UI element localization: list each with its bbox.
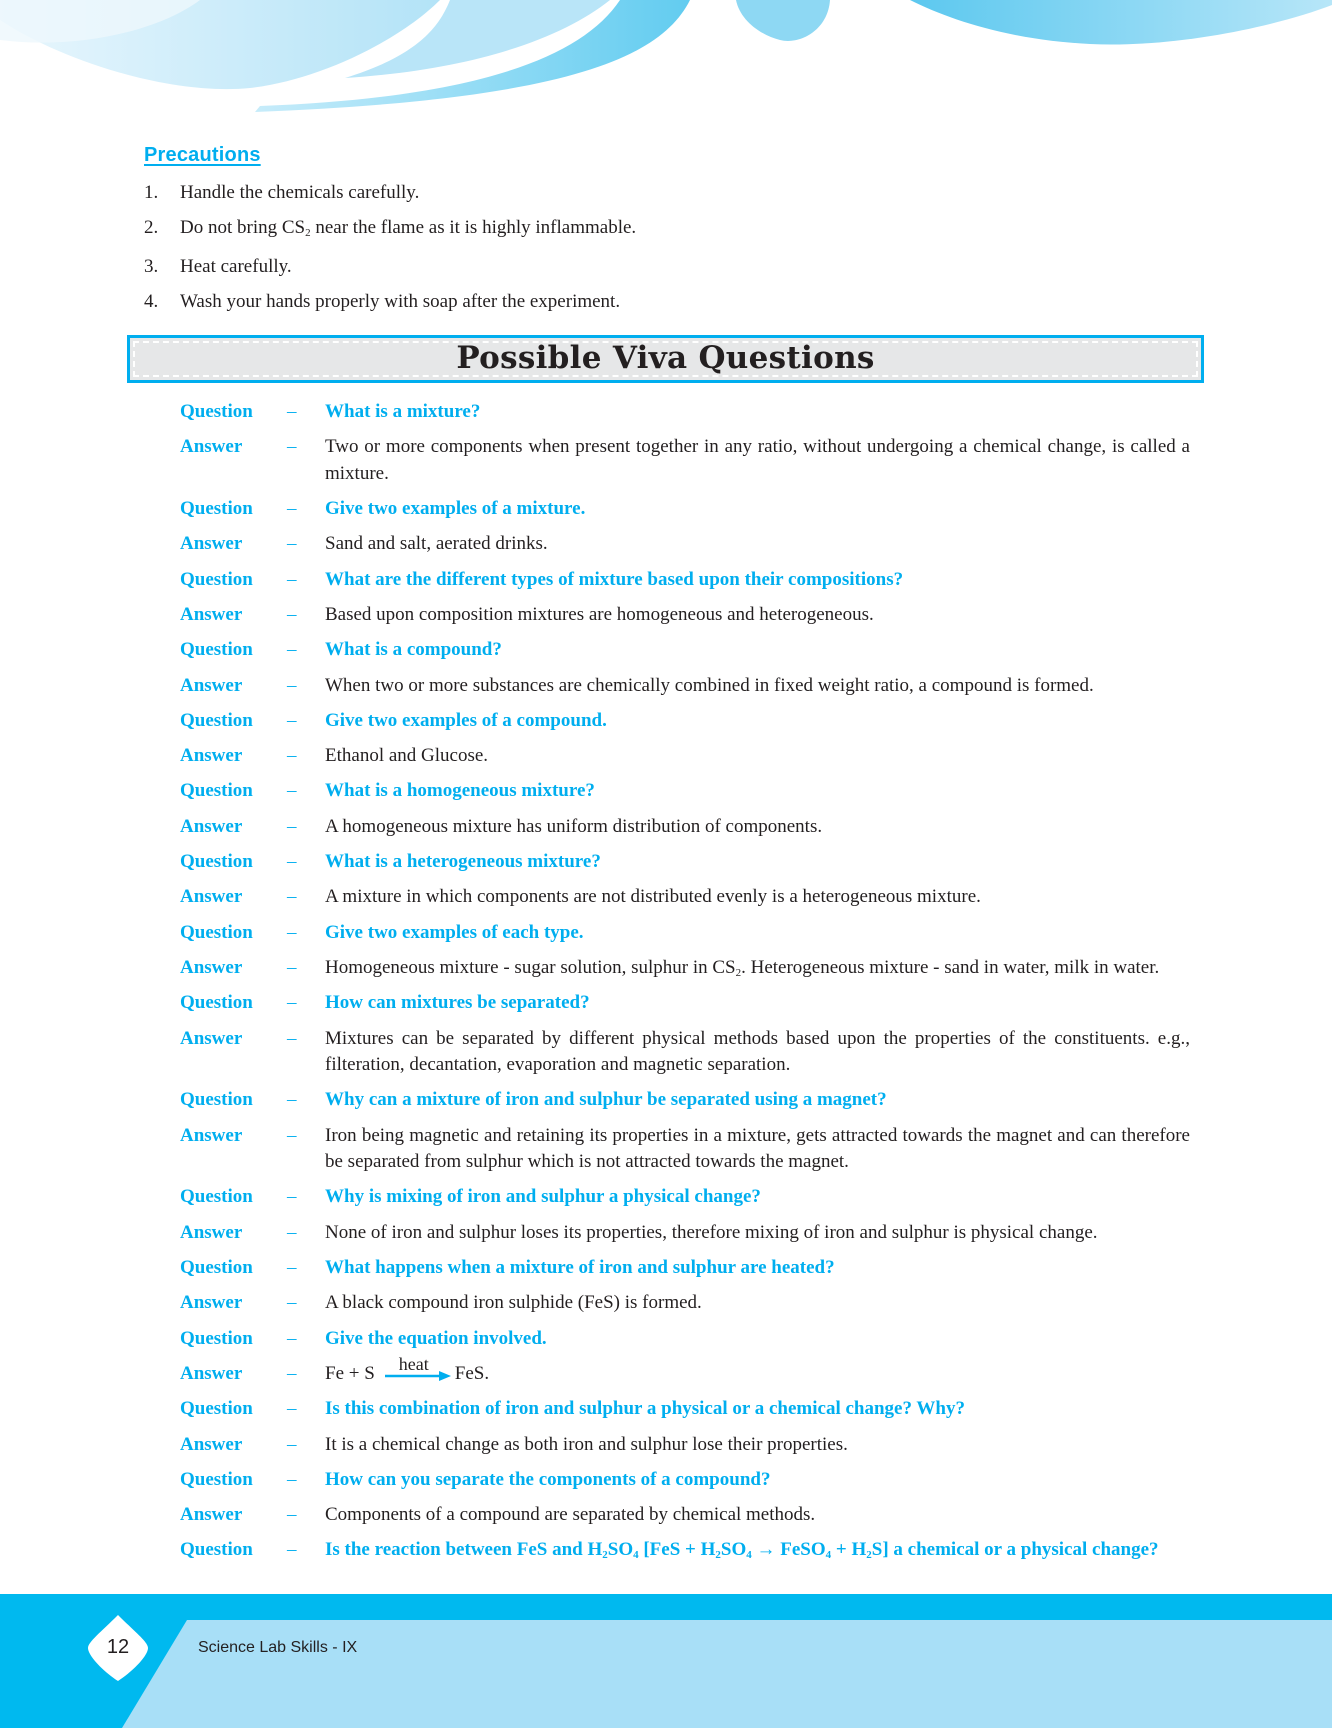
question-row xyxy=(180,1184,1190,1211)
text-run: How can mixtures be separated? xyxy=(325,992,590,1014)
page-number: 12 xyxy=(106,1636,130,1658)
question-row xyxy=(180,990,1190,1017)
question-label: Question xyxy=(180,1327,253,1349)
question-text xyxy=(325,1537,1190,1564)
dash-separator: – xyxy=(287,1398,297,1420)
question-label: Question xyxy=(180,780,253,802)
answer-text xyxy=(325,1123,1190,1176)
question-text xyxy=(325,778,1190,805)
answer-label: Answer xyxy=(180,1292,243,1314)
question-label: Question xyxy=(180,639,253,661)
question-text xyxy=(325,1326,1190,1353)
question-row xyxy=(180,1255,1190,1282)
question-label: Question xyxy=(180,921,253,943)
question-text xyxy=(325,567,1190,594)
text-run: Why is mixing of iron and sulphur a physical change? xyxy=(325,1186,761,1208)
answer-label: Answer xyxy=(180,1433,243,1455)
subscript: 2 xyxy=(715,1549,721,1562)
question-text xyxy=(325,637,1190,664)
answer-text xyxy=(325,955,1190,982)
text-run: Is the reaction between FeS and H xyxy=(325,1539,603,1561)
dash-separator: – xyxy=(287,1257,297,1279)
question-text xyxy=(325,1396,1190,1423)
dash-separator: – xyxy=(287,956,297,978)
text-run: Is this combination of iron and sulphur a physical or a chemical change? Why? xyxy=(325,1398,965,1420)
arrow-right-icon xyxy=(385,1371,451,1381)
question-row xyxy=(180,637,1190,664)
answer-label: Answer xyxy=(180,1362,243,1384)
question-row xyxy=(180,567,1190,594)
text-run: Do not bring CS xyxy=(180,217,306,238)
answer-text xyxy=(325,743,1190,770)
text-run: Give the equation involved. xyxy=(325,1327,547,1349)
answer-label: Answer xyxy=(180,1504,243,1526)
question-row xyxy=(180,920,1190,947)
answer-label: Answer xyxy=(180,1027,243,1049)
header-decoration xyxy=(0,0,1332,130)
item-text xyxy=(180,215,636,241)
text-run: FeS. xyxy=(454,1362,490,1384)
answer-row xyxy=(180,1353,1190,1388)
text-run: What is a mixture? xyxy=(325,401,481,422)
question-label: Question xyxy=(180,709,253,731)
answer-label: Answer xyxy=(180,1221,243,1243)
text-run: How can you separate the components of a compound? xyxy=(325,1468,771,1490)
text-run: Iron being magnetic and retaining its properties in a mixture, gets attracted towards the magnet and can therefore be separated from sulphur which is not attracted towards the magnet. xyxy=(325,1124,1190,1173)
answer-row xyxy=(180,1123,1190,1176)
answer-label: Answer xyxy=(180,436,243,458)
dash-separator: – xyxy=(287,921,297,943)
answer-row xyxy=(180,1026,1190,1079)
dash-separator: – xyxy=(287,1433,297,1455)
dash-separator: – xyxy=(287,745,297,767)
subscript: 2 xyxy=(735,966,742,979)
dash-separator: – xyxy=(287,709,297,731)
text-run: Ethanol and Glucose. xyxy=(325,745,489,767)
text-run: → FeSO xyxy=(751,1539,826,1561)
question-label: Question xyxy=(180,568,253,590)
text-run: Handle the chemicals carefully. xyxy=(180,182,420,203)
question-row xyxy=(180,1537,1190,1564)
dash-separator: – xyxy=(287,815,297,837)
viva-title: Possible Viva Questions xyxy=(456,340,875,376)
answer-text xyxy=(325,531,1190,558)
subscript: 2 xyxy=(866,1549,872,1562)
reaction-arrow xyxy=(385,1353,451,1381)
answer-row xyxy=(180,1220,1190,1247)
text-run: Give two examples of each type. xyxy=(325,921,584,943)
text-run: Components of a compound are separated by chemical methods. xyxy=(325,1504,816,1526)
text-run: Give two examples of a compound. xyxy=(325,709,607,731)
text-run: Two or more components when present together in any ratio, without undergoing a chemical change, is called a mixture. xyxy=(325,436,1190,484)
item-number: 3. xyxy=(144,256,159,277)
answer-label: Answer xyxy=(180,674,243,696)
question-label: Question xyxy=(180,1398,253,1420)
answer-text xyxy=(325,814,1190,841)
answer-label: Answer xyxy=(180,815,243,837)
question-label: Question xyxy=(180,851,253,873)
reaction-condition: heat xyxy=(398,1353,429,1374)
answer-label: Answer xyxy=(180,886,243,908)
question-row xyxy=(180,1326,1190,1353)
question-label: Question xyxy=(180,1186,253,1208)
dash-separator: – xyxy=(287,1221,297,1243)
answer-row xyxy=(180,955,1190,982)
book-title: Science Lab Skills - IX xyxy=(198,1639,358,1656)
text-run: SO xyxy=(720,1539,747,1561)
answer-text xyxy=(325,1502,1190,1529)
footer-band xyxy=(0,1594,1332,1728)
dash-separator: – xyxy=(287,1124,297,1146)
question-text xyxy=(325,1467,1190,1494)
text-run: Wash your hands properly with soap after the experiment. xyxy=(180,291,621,312)
subscript: 2 xyxy=(305,227,311,239)
dash-separator: – xyxy=(287,1089,297,1111)
answer-row xyxy=(180,602,1190,629)
dash-separator: – xyxy=(287,1362,297,1384)
text-run: + H xyxy=(831,1539,867,1561)
text-run: Based upon composition mixtures are homogeneous and heterogeneous. xyxy=(325,603,874,625)
text-run: A homogeneous mixture has uniform distribution of components. xyxy=(325,815,823,837)
question-row xyxy=(180,708,1190,735)
text-run: What is a compound? xyxy=(325,639,502,661)
dash-separator: – xyxy=(287,1504,297,1526)
question-label: Question xyxy=(180,1539,253,1561)
text-run: Fe + S xyxy=(325,1362,375,1384)
dash-separator: – xyxy=(287,533,297,555)
item-text xyxy=(180,180,419,206)
item-number: 2. xyxy=(144,217,159,238)
dash-separator: – xyxy=(287,674,297,696)
answer-row xyxy=(180,1432,1190,1459)
dash-separator: – xyxy=(287,1327,297,1349)
subscript: 4 xyxy=(746,1549,752,1562)
text-run: A mixture in which components are not distributed evenly is a heterogeneous mixture. xyxy=(325,886,981,908)
dash-separator: – xyxy=(287,498,297,520)
question-text xyxy=(325,990,1190,1017)
question-row xyxy=(180,849,1190,876)
text-run: Give two examples of a mixture. xyxy=(325,498,586,520)
answer-label: Answer xyxy=(180,745,243,767)
question-label: Question xyxy=(180,1468,253,1490)
dash-separator: – xyxy=(287,568,297,590)
dash-separator: – xyxy=(287,603,297,625)
viva-title-box xyxy=(127,335,1204,383)
answer-text xyxy=(325,1026,1190,1079)
text-run: It is a chemical change as both iron and sulphur lose their properties. xyxy=(325,1433,848,1455)
question-label: Question xyxy=(180,498,253,520)
answer-text xyxy=(325,434,1190,487)
question-label: Question xyxy=(180,992,253,1014)
question-row xyxy=(180,1467,1190,1494)
answer-row xyxy=(180,434,1190,487)
answer-label: Answer xyxy=(180,533,243,555)
dash-separator: – xyxy=(287,1539,297,1561)
question-text xyxy=(325,496,1190,523)
subscript: 4 xyxy=(633,1549,639,1562)
answer-label: Answer xyxy=(180,603,243,625)
dash-separator: – xyxy=(287,1468,297,1490)
text-run: . Heterogeneous mixture - sand in water, milk in water. xyxy=(741,956,1160,978)
answer-row xyxy=(180,1290,1190,1317)
text-run: What is a homogeneous mixture? xyxy=(325,780,595,802)
question-text xyxy=(325,1184,1190,1211)
question-row xyxy=(180,1087,1190,1114)
question-label: Question xyxy=(180,1089,253,1111)
precautions-heading: Precautions xyxy=(144,144,261,166)
dash-separator: – xyxy=(287,780,297,802)
question-row xyxy=(180,1396,1190,1423)
answer-row xyxy=(180,531,1190,558)
question-row xyxy=(180,399,1190,426)
answer-text xyxy=(325,1432,1190,1459)
answer-text xyxy=(325,673,1190,700)
item-text xyxy=(180,289,620,315)
answer-text xyxy=(325,1353,1190,1388)
text-run: What are the different types of mixture based upon their compositions? xyxy=(325,568,904,590)
viva-question-list xyxy=(180,399,1190,1573)
answer-text xyxy=(325,1290,1190,1317)
item-number: 1. xyxy=(144,182,159,203)
question-label: Question xyxy=(180,401,253,422)
dash-separator: – xyxy=(287,992,297,1014)
answer-text xyxy=(325,602,1190,629)
answer-text xyxy=(325,884,1190,911)
dash-separator: – xyxy=(287,1186,297,1208)
question-row xyxy=(180,496,1190,523)
answer-row xyxy=(180,1502,1190,1529)
dash-separator: – xyxy=(287,1027,297,1049)
subscript: 2 xyxy=(602,1549,608,1562)
dash-separator: – xyxy=(287,886,297,908)
answer-row xyxy=(180,673,1190,700)
dash-separator: – xyxy=(287,401,297,422)
text-run: What happens when a mixture of iron and sulphur are heated? xyxy=(325,1257,835,1279)
question-text xyxy=(325,849,1190,876)
question-text xyxy=(325,1087,1190,1114)
text-run: When two or more substances are chemically combined in fixed weight ratio, a compound is formed. xyxy=(325,674,1094,696)
answer-row xyxy=(180,884,1190,911)
text-run: S] a chemical or a physical change? xyxy=(871,1539,1159,1561)
text-run: What is a heterogeneous mixture? xyxy=(325,851,601,873)
text-run: Mixtures can be separated by different physical methods based upon the properties of the constituents. e.g., filteration, decantation, evaporation and magnetic separation. xyxy=(325,1027,1190,1076)
question-text xyxy=(325,1255,1190,1282)
text-run: Heat carefully. xyxy=(180,256,292,277)
answer-row xyxy=(180,814,1190,841)
text-run: near the flame as it is highly inflammable. xyxy=(310,217,637,238)
text-run: [FeS + H xyxy=(638,1539,716,1561)
question-label: Question xyxy=(180,1257,253,1279)
dash-separator: – xyxy=(287,436,297,458)
text-run: SO xyxy=(607,1539,634,1561)
answer-label: Answer xyxy=(180,956,243,978)
text-run: Why can a mixture of iron and sulphur be separated using a magnet? xyxy=(325,1089,887,1111)
question-text xyxy=(325,920,1190,947)
answer-row xyxy=(180,743,1190,770)
item-text xyxy=(180,254,292,280)
text-run: Sand and salt, aerated drinks. xyxy=(325,533,548,555)
question-text xyxy=(325,399,1190,426)
question-text xyxy=(325,708,1190,735)
answer-label: Answer xyxy=(180,1124,243,1146)
item-number: 4. xyxy=(144,291,159,312)
text-run: Homogeneous mixture - sugar solution, sulphur in CS xyxy=(325,956,736,978)
answer-text xyxy=(325,1220,1190,1247)
text-run: A black compound iron sulphide (FeS) is formed. xyxy=(325,1292,702,1314)
dash-separator: – xyxy=(287,851,297,873)
text-run: None of iron and sulphur loses its properties, therefore mixing of iron and sulphur is physical change. xyxy=(325,1221,1098,1243)
question-row xyxy=(180,778,1190,805)
subscript: 4 xyxy=(825,1549,832,1562)
dash-separator: – xyxy=(287,1292,297,1314)
dash-separator: – xyxy=(287,639,297,661)
